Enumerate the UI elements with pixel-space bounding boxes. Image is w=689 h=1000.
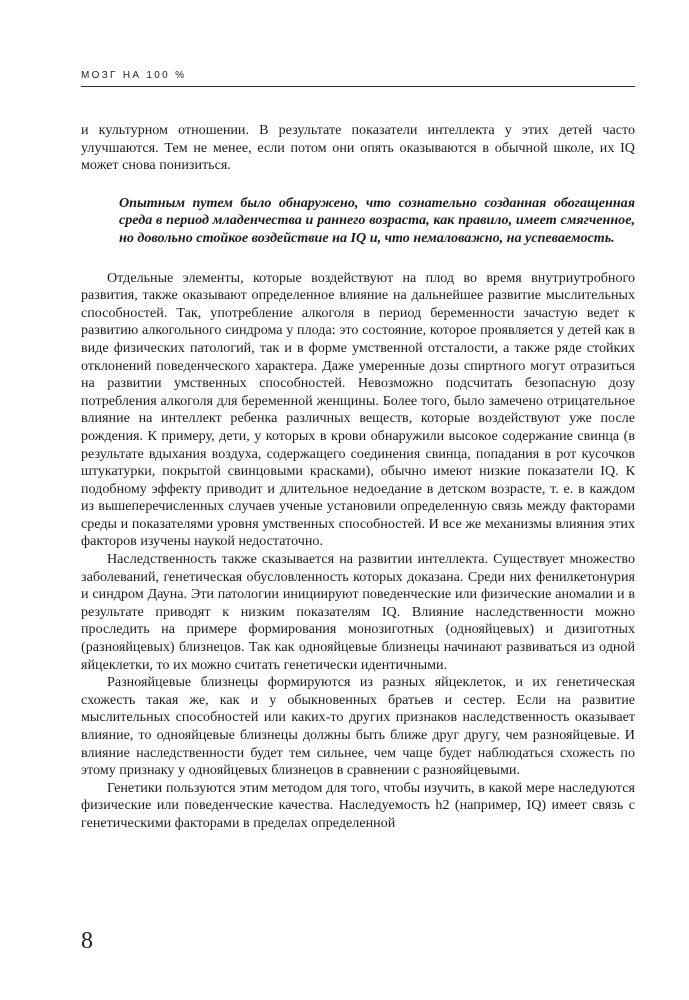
header-rule (81, 86, 635, 87)
page-body (81, 122, 635, 833)
paragraph-fraternal-twins: Разнояйцевые близнецы формируются из разных яйцеклеток, и их генетическая схожесть такая же, как и у обыкновенных братьев и сестер. Если на развитие мыслительных способностей или каких-то других признаков наследственность оказывает влияние, то однояйцевые близнецы должны быть ближе друг другу, чем разнояйцевые. И влияние наследственности будет тем сильнее, чем чаще будет наблюдаться схожесть по этому признаку у однояйцевых близнецов в сравнении с разнояйцевыми. (81, 674, 635, 779)
callout-highlight: Опытным путем было обнаружено, что сознательно созданная обогащенная среда в период младенчества и раннего возраста, как правило, имеет смягченное, но довольно стойкое воздействие на IQ и, что немаловажно, на успеваемость. (119, 194, 635, 246)
paragraph-prenatal-factors: Отдельные элементы, которые воздействуют на плод во время внутриутробного развития, также оказывают определенное влияние на дальнейшее развитие мыслительных способностей. Так, употребление алкоголя в период беременности зачастую ведет к развитию алкогольного синдрома у плода: это состояние, которое проявляется у детей как в виде физических патологий, так и в форме умственной отсталости, а также ряде стойких отклонений поведенческого характера. Даже умеренные дозы спиртного могут отразиться на развитии умственных способностей. Невозможно подсчитать безопасную дозу потребления алкоголя для беременной женщины. Более того, было замечено отрицательное влияние на интеллект ребенка различных веществ, которые воздействуют уже после рождения. К примеру, дети, у которых в крови обнаружили высокое содержание свинца (в результате вдыхания воздуха, содержащего соединения свинца, попадания в рот кусочков штукатурки, покрытой свинцовыми красками), обычно имеют низкие показатели IQ. К подобному эффекту приводит и длительное недоедание в детском возрасте, т. е. в каждом из вышеперечисленных случаев ученые установили определенную связь между факторами среды и показателями уровня умственных способностей. И все же механизмы влияния этих факторов изучены наукой недостаточно. (81, 269, 635, 550)
paragraph-genetics-method: Генетики пользуются этим методом для того, чтобы изучить, в какой мере наследуются физические или поведенческие качества. Наследуемость h2 (например, IQ) имеет связь с генетическими факторами в пределах определенной (81, 779, 635, 831)
running-header-title: МОЗГ НА 100 % (81, 70, 187, 81)
page-number: 8 (81, 928, 93, 954)
paragraph-heredity: Наследственность также сказывается на развитии интеллекта. Существует множество заболеваний, генетическая обусловленность которых доказана. Среди них фенилкетонурия и синдром Дауна. Эти патологии инициируют поведенческие или физические аномалии и в результате приводят к низким показателям IQ. Влияние наследственности можно проследить на примере формирования монозиготных (однояйцевых) и дизиготных (разнояйцевых) близнецов. Так как однояйцевые близнецы начинают развиваться из одной яйцеклетки, то их можно считать генетически идентичными. (81, 551, 635, 673)
paragraph-continuation: и культурном отношении. В результате показатели интеллекта у этих детей часто улучшаются. Тем не менее, если потом они опять оказываются в обычной школе, их IQ может снова понизиться. (81, 122, 635, 174)
